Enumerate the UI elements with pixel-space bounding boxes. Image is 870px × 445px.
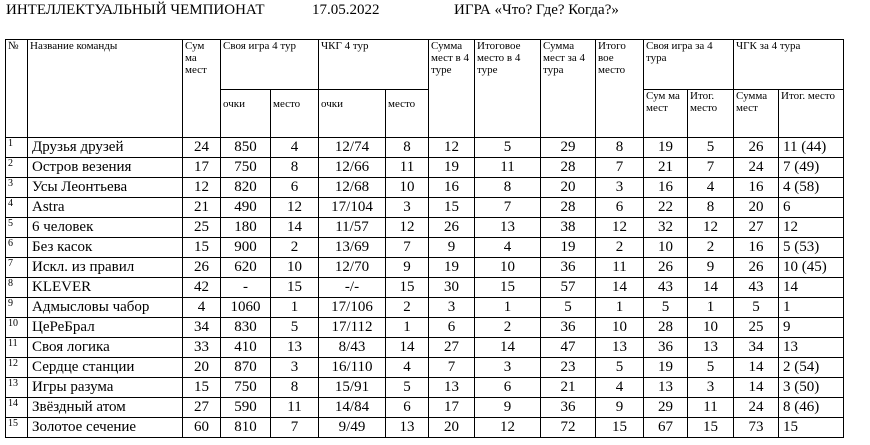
cell-sum-places: 17: [183, 158, 221, 178]
cell-own-place: 10: [271, 258, 319, 278]
cell-chgk4-final: 15: [779, 418, 844, 438]
cell-own4-final: 7: [688, 158, 734, 178]
cell-own4-sum: 67: [644, 418, 688, 438]
cell-final-place: 4: [596, 378, 644, 398]
cell-chgk4-final: 12: [779, 218, 844, 238]
cell-team-name: Звёздный атом: [28, 398, 183, 418]
table-row: [6, 278, 844, 298]
cell-sum-places-4t: 28: [541, 198, 596, 218]
cell-final-place: 1: [596, 298, 644, 318]
cell-own4-final: 11: [688, 398, 734, 418]
cell-team-name: Игры разума: [28, 378, 183, 398]
cell-final-place: 5: [596, 358, 644, 378]
cell-own4-sum: 16: [644, 178, 688, 198]
col-header-chkg-place: место: [386, 90, 429, 138]
cell-sum-places-t4: 7: [429, 358, 475, 378]
cell-team-name: Своя логика: [28, 338, 183, 358]
results-table: [5, 39, 844, 438]
table-row: [6, 198, 844, 218]
cell-own-points: 180: [221, 218, 271, 238]
cell-sum-places-t4: 19: [429, 258, 475, 278]
cell-sum-places-4t: 19: [541, 238, 596, 258]
cell-own4-sum: 10: [644, 238, 688, 258]
cell-team-name: Золотое сечение: [28, 418, 183, 438]
cell-row-number: 4: [6, 198, 28, 218]
cell-sum-places: 12: [183, 178, 221, 198]
cell-own4-sum: 13: [644, 378, 688, 398]
cell-chgk4-final: 6: [779, 198, 844, 218]
cell-chgk4-sum: 16: [734, 238, 779, 258]
col-header-own-game-4: Своя игра за 4 тура: [644, 40, 734, 90]
cell-final-place-t4: 5: [475, 138, 541, 158]
cell-chgk4-sum: 26: [734, 258, 779, 278]
cell-chkg-place: 13: [386, 418, 429, 438]
cell-sum-places-t4: 17: [429, 398, 475, 418]
cell-own4-sum: 19: [644, 138, 688, 158]
cell-sum-places-4t: 38: [541, 218, 596, 238]
cell-chgk4-final: 2 (54): [779, 358, 844, 378]
cell-chkg-place: 10: [386, 178, 429, 198]
col-header-chkg: ЧКГ 4 тур: [319, 40, 429, 90]
cell-own-place: 1: [271, 298, 319, 318]
cell-final-place: 11: [596, 258, 644, 278]
cell-own4-final: 8: [688, 198, 734, 218]
cell-row-number: 13: [6, 378, 28, 398]
cell-own4-sum: 22: [644, 198, 688, 218]
col-header-sum-places-t4: Сумма мест в 4 туре: [429, 40, 475, 138]
cell-sum-places: 42: [183, 278, 221, 298]
cell-sum-places-t4: 20: [429, 418, 475, 438]
cell-own-points: 410: [221, 338, 271, 358]
col-header-own-points: очки: [221, 90, 271, 138]
cell-final-place-t4: 4: [475, 238, 541, 258]
cell-row-number: 7: [6, 258, 28, 278]
cell-sum-places: 20: [183, 358, 221, 378]
cell-chgk4-final: 3 (50): [779, 378, 844, 398]
cell-chkg-place: 7: [386, 238, 429, 258]
cell-chkg-points: 8/43: [319, 338, 386, 358]
cell-final-place-t4: 6: [475, 378, 541, 398]
cell-sum-places: 27: [183, 398, 221, 418]
cell-team-name: Адмысловы чабор: [28, 298, 183, 318]
cell-final-place-t4: 11: [475, 158, 541, 178]
table-row: [6, 298, 844, 318]
cell-chgk4-final: 4 (58): [779, 178, 844, 198]
cell-chgk4-sum: 27: [734, 218, 779, 238]
col-header-chkg-points: очки: [319, 90, 386, 138]
cell-own-points: 850: [221, 138, 271, 158]
cell-own-place: 12: [271, 198, 319, 218]
cell-chgk4-final: 1: [779, 298, 844, 318]
cell-chkg-points: 13/69: [319, 238, 386, 258]
cell-own4-final: 2: [688, 238, 734, 258]
cell-own4-final: 5: [688, 138, 734, 158]
cell-own4-sum: 43: [644, 278, 688, 298]
cell-chkg-place: 8: [386, 138, 429, 158]
cell-final-place-t4: 3: [475, 358, 541, 378]
table-row: [6, 138, 844, 158]
cell-chgk4-sum: 34: [734, 338, 779, 358]
cell-own-place: 2: [271, 238, 319, 258]
cell-own4-final: 14: [688, 278, 734, 298]
cell-row-number: 8: [6, 278, 28, 298]
cell-final-place: 6: [596, 198, 644, 218]
cell-chkg-points: 12/66: [319, 158, 386, 178]
cell-chgk4-sum: 43: [734, 278, 779, 298]
cell-chkg-points: 11/57: [319, 218, 386, 238]
cell-team-name: Друзья друзей: [28, 138, 183, 158]
game-title: ИГРА «Что? Где? Когда?»: [454, 2, 619, 18]
cell-sum-places-t4: 16: [429, 178, 475, 198]
table-row: [6, 338, 844, 358]
cell-own4-sum: 32: [644, 218, 688, 238]
table-row: [6, 358, 844, 378]
cell-sum-places-t4: 19: [429, 158, 475, 178]
cell-sum-places-4t: 23: [541, 358, 596, 378]
cell-own4-sum: 29: [644, 398, 688, 418]
cell-sum-places: 34: [183, 318, 221, 338]
cell-own-points: 810: [221, 418, 271, 438]
col-header-chgk-4: ЧГК за 4 тура: [734, 40, 844, 90]
cell-sum-places-t4: 13: [429, 378, 475, 398]
cell-own-points: -: [221, 278, 271, 298]
table-row: [6, 258, 844, 278]
cell-sum-places-t4: 27: [429, 338, 475, 358]
cell-row-number: 5: [6, 218, 28, 238]
cell-own-place: 8: [271, 378, 319, 398]
cell-chgk4-final: 9: [779, 318, 844, 338]
cell-row-number: 9: [6, 298, 28, 318]
cell-chkg-place: 3: [386, 198, 429, 218]
col-header-sum-places-4t: Сумма мест за 4 тура: [541, 40, 596, 138]
cell-final-place-t4: 14: [475, 338, 541, 358]
cell-sum-places-t4: 3: [429, 298, 475, 318]
cell-final-place: 2: [596, 238, 644, 258]
cell-sum-places: 15: [183, 238, 221, 258]
cell-own4-sum: 21: [644, 158, 688, 178]
cell-own-place: 4: [271, 138, 319, 158]
cell-chgk4-sum: 24: [734, 158, 779, 178]
cell-own4-sum: 19: [644, 358, 688, 378]
cell-sum-places-t4: 15: [429, 198, 475, 218]
col-header-final-place-t4: Итоговое место в 4 туре: [475, 40, 541, 138]
col-header-team: Название команды: [28, 40, 183, 138]
cell-sum-places-4t: 72: [541, 418, 596, 438]
cell-row-number: 3: [6, 178, 28, 198]
cell-own4-final: 12: [688, 218, 734, 238]
cell-own4-sum: 5: [644, 298, 688, 318]
col-header-own-game: Своя игра 4 тур: [221, 40, 319, 90]
cell-sum-places-4t: 20: [541, 178, 596, 198]
table-row: [6, 158, 844, 178]
cell-sum-places: 15: [183, 378, 221, 398]
cell-own-points: 590: [221, 398, 271, 418]
cell-chkg-place: 4: [386, 358, 429, 378]
cell-sum-places: 21: [183, 198, 221, 218]
cell-final-place: 12: [596, 218, 644, 238]
cell-chgk4-sum: 24: [734, 398, 779, 418]
col-header-no: №: [6, 40, 28, 138]
cell-final-place-t4: 2: [475, 318, 541, 338]
cell-sum-places-4t: 47: [541, 338, 596, 358]
cell-chkg-place: 15: [386, 278, 429, 298]
cell-own-points: 830: [221, 318, 271, 338]
cell-chkg-place: 5: [386, 378, 429, 398]
cell-final-place-t4: 8: [475, 178, 541, 198]
cell-team-name: Усы Леонтьева: [28, 178, 183, 198]
cell-chkg-points: 12/70: [319, 258, 386, 278]
cell-own-points: 620: [221, 258, 271, 278]
cell-own-place: 13: [271, 338, 319, 358]
cell-own4-sum: 28: [644, 318, 688, 338]
cell-own-place: 8: [271, 158, 319, 178]
cell-own-place: 14: [271, 218, 319, 238]
cell-chkg-points: 14/84: [319, 398, 386, 418]
cell-own-place: 5: [271, 318, 319, 338]
cell-final-place: 9: [596, 398, 644, 418]
cell-chkg-points: 17/112: [319, 318, 386, 338]
cell-sum-places: 60: [183, 418, 221, 438]
cell-own-place: 7: [271, 418, 319, 438]
championship-title: ИНТЕЛЛЕКТУАЛЬНЫЙ ЧЕМПИОНАТ: [6, 2, 265, 18]
cell-final-place: 14: [596, 278, 644, 298]
cell-own4-final: 4: [688, 178, 734, 198]
cell-chkg-points: 17/106: [319, 298, 386, 318]
cell-own4-final: 9: [688, 258, 734, 278]
cell-row-number: 11: [6, 338, 28, 358]
cell-chgk4-sum: 26: [734, 138, 779, 158]
cell-sum-places-t4: 12: [429, 138, 475, 158]
table-row: [6, 318, 844, 338]
cell-sum-places: 4: [183, 298, 221, 318]
cell-sum-places-4t: 5: [541, 298, 596, 318]
col-header-own4-sum: Сум ма мест: [644, 90, 688, 138]
cell-own-points: 490: [221, 198, 271, 218]
cell-own-place: 15: [271, 278, 319, 298]
cell-chkg-place: 11: [386, 158, 429, 178]
cell-chkg-points: 12/74: [319, 138, 386, 158]
cell-sum-places: 24: [183, 138, 221, 158]
cell-sum-places-4t: 36: [541, 258, 596, 278]
cell-final-place: 15: [596, 418, 644, 438]
table-row: [6, 378, 844, 398]
col-header-own-place: место: [271, 90, 319, 138]
cell-own4-sum: 26: [644, 258, 688, 278]
cell-chkg-points: -/-: [319, 278, 386, 298]
table-body: [6, 138, 844, 438]
cell-final-place-t4: 10: [475, 258, 541, 278]
table-row: [6, 398, 844, 418]
cell-final-place-t4: 9: [475, 398, 541, 418]
cell-sum-places-t4: 9: [429, 238, 475, 258]
cell-own-points: 900: [221, 238, 271, 258]
cell-own4-final: 1: [688, 298, 734, 318]
cell-sum-places-t4: 6: [429, 318, 475, 338]
col-header-chgk4-sum: Сумма мест: [734, 90, 779, 138]
cell-own4-final: 13: [688, 338, 734, 358]
cell-final-place-t4: 13: [475, 218, 541, 238]
col-header-final-place: Итого вое место: [596, 40, 644, 138]
cell-chgk4-final: 13: [779, 338, 844, 358]
cell-sum-places: 26: [183, 258, 221, 278]
cell-sum-places-4t: 57: [541, 278, 596, 298]
cell-row-number: 2: [6, 158, 28, 178]
table-row: [6, 218, 844, 238]
cell-own4-sum: 36: [644, 338, 688, 358]
cell-chgk4-final: 7 (49): [779, 158, 844, 178]
cell-sum-places-4t: 29: [541, 138, 596, 158]
cell-sum-places-4t: 28: [541, 158, 596, 178]
cell-row-number: 14: [6, 398, 28, 418]
cell-own-place: 11: [271, 398, 319, 418]
cell-final-place: 3: [596, 178, 644, 198]
cell-own-place: 6: [271, 178, 319, 198]
cell-final-place: 10: [596, 318, 644, 338]
cell-sum-places-t4: 26: [429, 218, 475, 238]
cell-team-name: 6 человек: [28, 218, 183, 238]
cell-final-place-t4: 7: [475, 198, 541, 218]
cell-chgk4-final: 8 (46): [779, 398, 844, 418]
cell-final-place-t4: 12: [475, 418, 541, 438]
cell-own4-final: 3: [688, 378, 734, 398]
cell-own-points: 750: [221, 378, 271, 398]
cell-chgk4-sum: 16: [734, 178, 779, 198]
cell-team-name: Без касок: [28, 238, 183, 258]
cell-final-place-t4: 15: [475, 278, 541, 298]
cell-chgk4-sum: 14: [734, 358, 779, 378]
cell-chkg-points: 16/110: [319, 358, 386, 378]
cell-chkg-place: 1: [386, 318, 429, 338]
cell-team-name: Остров везения: [28, 158, 183, 178]
cell-final-place: 13: [596, 338, 644, 358]
cell-chkg-place: 2: [386, 298, 429, 318]
cell-sum-places: 25: [183, 218, 221, 238]
col-header-own4-final: Итог. место: [688, 90, 734, 138]
cell-own-place: 3: [271, 358, 319, 378]
cell-chgk4-final: 11 (44): [779, 138, 844, 158]
cell-chkg-place: 6: [386, 398, 429, 418]
cell-sum-places-4t: 36: [541, 398, 596, 418]
cell-row-number: 1: [6, 138, 28, 158]
col-header-chgk4-final: Итог. место: [779, 90, 844, 138]
cell-chgk4-sum: 14: [734, 378, 779, 398]
table-row: [6, 418, 844, 438]
cell-own-points: 820: [221, 178, 271, 198]
cell-chkg-place: 14: [386, 338, 429, 358]
cell-chkg-place: 9: [386, 258, 429, 278]
cell-final-place-t4: 1: [475, 298, 541, 318]
cell-team-name: KLEVER: [28, 278, 183, 298]
cell-own-points: 750: [221, 158, 271, 178]
cell-final-place: 7: [596, 158, 644, 178]
cell-own4-final: 5: [688, 358, 734, 378]
cell-team-name: Искл. из правил: [28, 258, 183, 278]
table-row: [6, 178, 844, 198]
cell-chgk4-final: 10 (45): [779, 258, 844, 278]
cell-chgk4-sum: 20: [734, 198, 779, 218]
cell-sum-places-4t: 36: [541, 318, 596, 338]
col-header-sum-places: Сум ма мест: [183, 40, 221, 138]
cell-final-place: 8: [596, 138, 644, 158]
cell-sum-places-4t: 21: [541, 378, 596, 398]
cell-chgk4-final: 14: [779, 278, 844, 298]
cell-own-points: 870: [221, 358, 271, 378]
cell-own4-final: 10: [688, 318, 734, 338]
cell-own4-final: 15: [688, 418, 734, 438]
cell-row-number: 6: [6, 238, 28, 258]
table-row: [6, 238, 844, 258]
cell-chkg-place: 12: [386, 218, 429, 238]
date-label: 17.05.2022: [312, 2, 380, 18]
cell-sum-places-t4: 30: [429, 278, 475, 298]
cell-sum-places: 33: [183, 338, 221, 358]
cell-team-name: Astra: [28, 198, 183, 218]
cell-row-number: 12: [6, 358, 28, 378]
cell-chkg-points: 12/68: [319, 178, 386, 198]
cell-chgk4-sum: 73: [734, 418, 779, 438]
cell-chgk4-sum: 5: [734, 298, 779, 318]
cell-chgk4-sum: 25: [734, 318, 779, 338]
cell-chkg-points: 9/49: [319, 418, 386, 438]
cell-team-name: Сердце станции: [28, 358, 183, 378]
cell-chgk4-final: 5 (53): [779, 238, 844, 258]
cell-chkg-points: 17/104: [319, 198, 386, 218]
cell-row-number: 15: [6, 418, 28, 438]
cell-own-points: 1060: [221, 298, 271, 318]
cell-team-name: ЦеРеБрал: [28, 318, 183, 338]
cell-chkg-points: 15/91: [319, 378, 386, 398]
cell-row-number: 10: [6, 318, 28, 338]
